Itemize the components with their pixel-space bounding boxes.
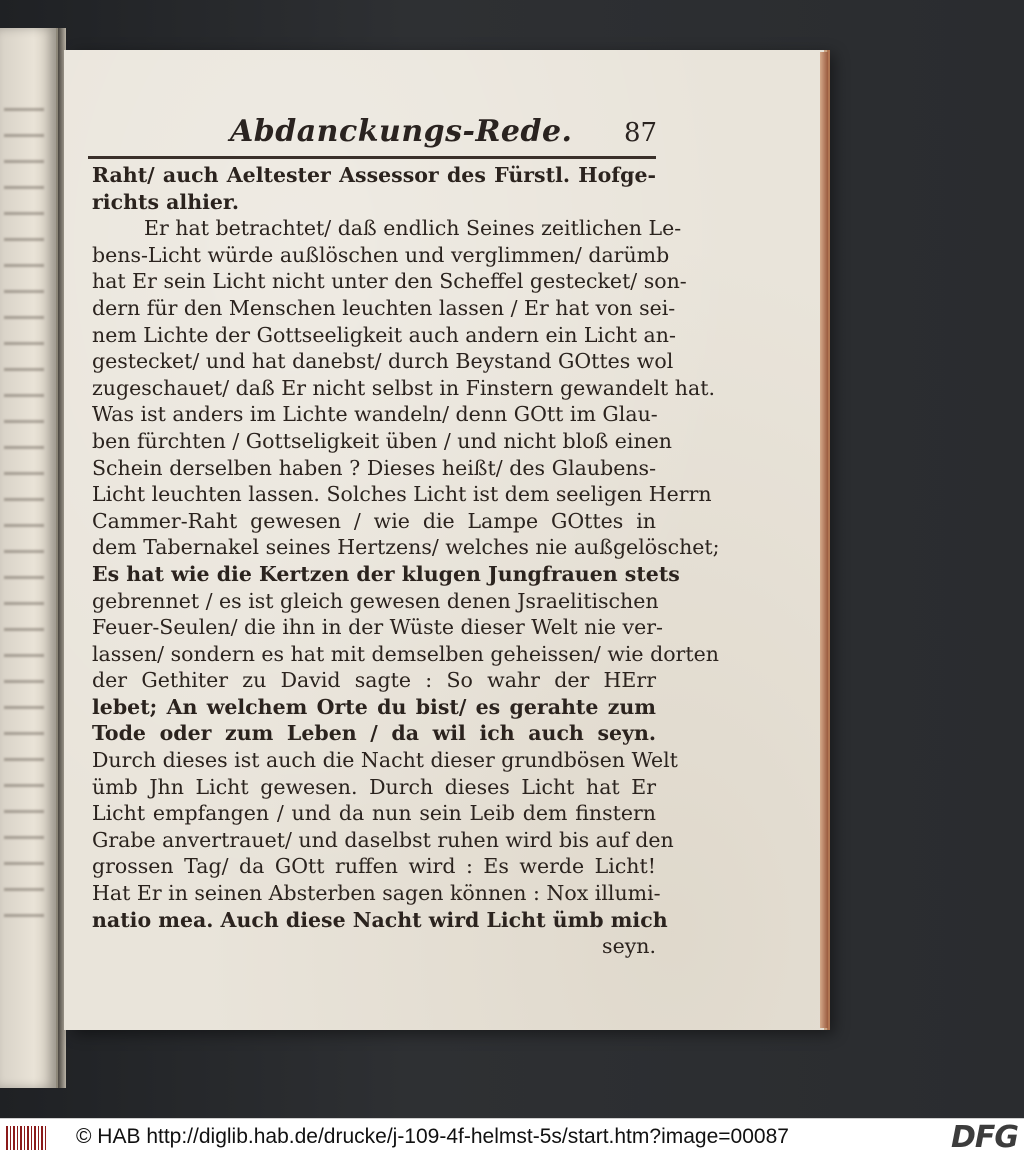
page-edge [820, 52, 828, 1028]
running-title: Abdanckungs-Rede. [230, 114, 573, 149]
footer-bar [0, 1118, 1024, 1157]
text-line: lebet; An welchem Orte du bist/ es gerahte zum [92, 694, 656, 719]
text-line: richts alhier. [92, 189, 239, 214]
text-line: bens-Licht würde außlöschen und verglimmen/ darümb [92, 242, 670, 267]
page-header [160, 108, 660, 154]
source-url[interactable]: © HAB http://diglib.hab.de/drucke/j-109-4f-helmst-5s/start.htm?image=00087 [76, 1125, 789, 1148]
text-line: dem Tabernakel seines Hertzens/ welches nie außgelöschet; [92, 535, 720, 560]
page-number: 87 [624, 118, 658, 148]
text-line: hat Er sein Licht nicht unter den Scheffel gestecket/ son- [92, 269, 687, 294]
text-line: Er hat betrachtet/ daß endlich Seines zeitlichen Le- [144, 216, 682, 241]
text-line: gestecket/ und hat danebst/ durch Beystand GOttes wol [92, 349, 674, 374]
text-line: Hat Er in seinen Absterben sagen können : Nox illumi- [92, 881, 661, 906]
previous-page-edge [0, 28, 58, 1088]
text-line: gebrennet / es ist gleich gewesen denen Jsraelitischen [92, 588, 659, 613]
text-line: zugeschauet/ daß Er nicht selbst in Finstern gewandelt hat. [92, 375, 715, 400]
text-line: Licht leuchten lassen. Solches Licht ist dem seeligen Herrn [92, 482, 712, 507]
previous-page-text-bleed [4, 108, 44, 938]
text-line: Tode oder zum Leben / da wil ich auch seyn. [92, 721, 656, 746]
text-line: ben fürchten / Gottseligkeit üben / und nicht bloß einen [92, 428, 673, 453]
text-line: Es hat wie die Kertzen der klugen Jungfrauen stets [92, 561, 680, 586]
text-line: grossen Tag/ da GOtt ruffen wird : Es werde Licht! [92, 854, 656, 879]
text-line: Raht/ auch Aeltester Assessor des Fürstl. Hofge- [92, 163, 656, 187]
dfg-logo: DFG [950, 1120, 1018, 1155]
text-line: lassen/ sondern es hat mit demselben geheissen/ wie dorten [92, 641, 719, 666]
text-line: Licht empfangen / und da nun sein Leib dem finstern [92, 801, 656, 826]
text-line: der Gethiter zu David sagte : So wahr der HErr [92, 668, 656, 693]
body-text [92, 162, 720, 960]
text-line: Feuer-Seulen/ die ihn in der Wüste dieser Welt nie ver- [92, 615, 663, 640]
text-line: Grabe anvertrauet/ und daselbst ruhen wird bis auf den [92, 827, 674, 852]
text-line: Schein derselben haben ? Dieses heißt/ des Glaubens- [92, 455, 656, 480]
text-line: Was ist anders im Lichte wandeln/ denn GOtt im Glau- [92, 402, 658, 427]
text-line: ümb Jhn Licht gewesen. Durch dieses Licht hat Er [92, 774, 656, 799]
catchword: seyn. [602, 934, 656, 959]
text-line: dern für den Menschen leuchten lassen / Er hat von sei- [92, 295, 676, 320]
text-line: natio mea. Auch diese Nacht wird Licht ümb mich [92, 907, 668, 932]
text-line: nem Lichte der Gottseeligkeit auch andern ein Licht an- [92, 322, 676, 347]
text-line: Durch dieses ist auch die Nacht dieser grundbösen Welt [92, 748, 678, 773]
library-barcode-icon [6, 1126, 46, 1150]
text-line: Cammer-Raht gewesen / wie die Lampe GOttes in [92, 508, 656, 533]
header-rule [88, 156, 656, 159]
